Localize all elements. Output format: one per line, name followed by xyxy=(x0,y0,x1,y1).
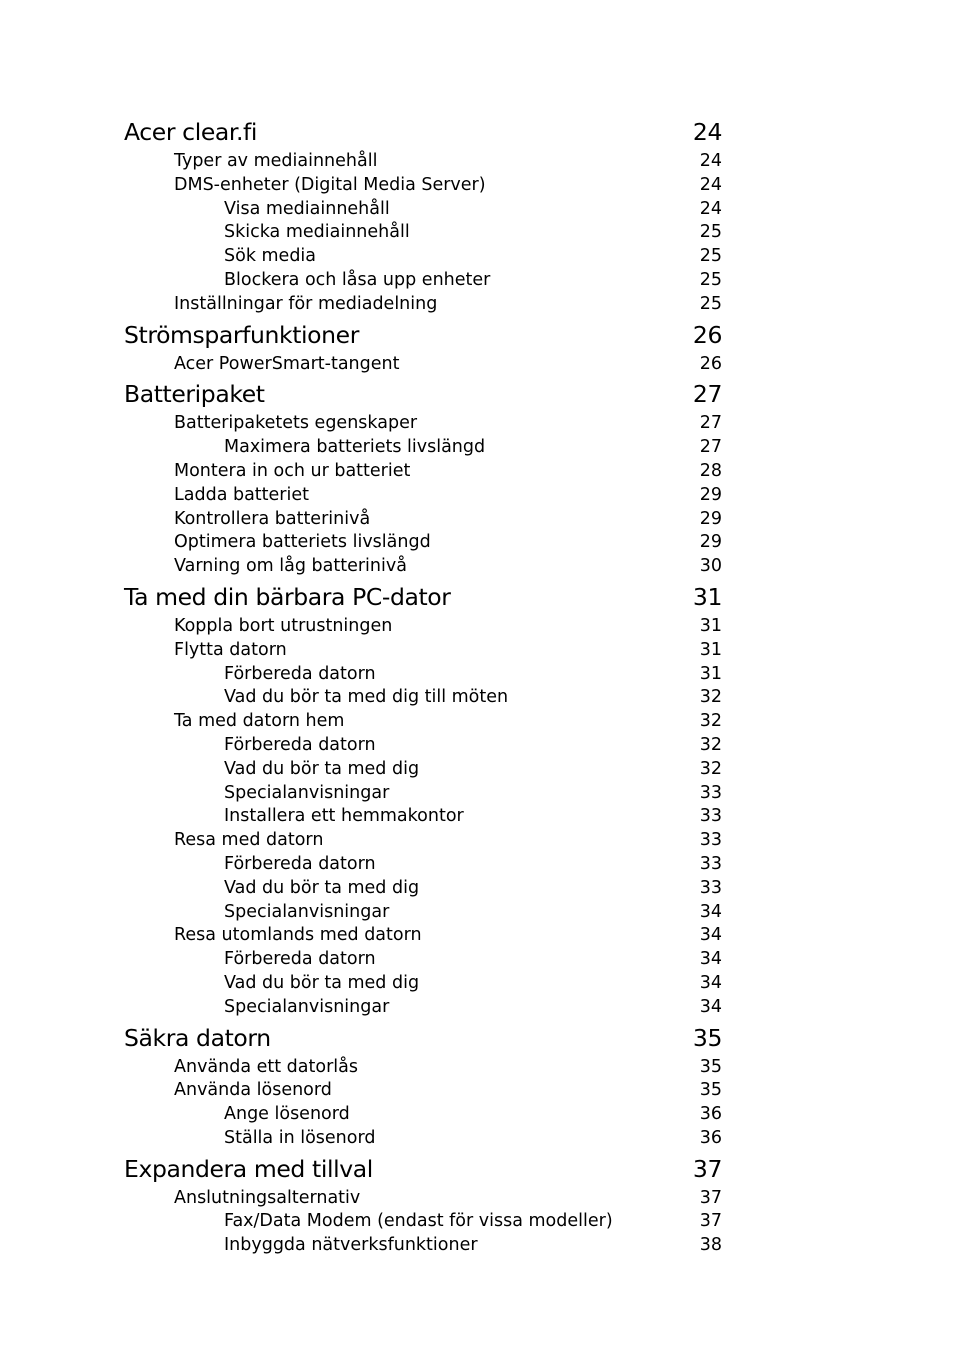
toc-subsection[interactable] xyxy=(124,901,722,925)
toc-section[interactable] xyxy=(124,353,722,377)
toc-entry-page: 30 xyxy=(699,556,722,577)
toc-section[interactable] xyxy=(124,639,722,663)
toc-subsection[interactable] xyxy=(124,805,722,829)
toc-entry-title: Ladda batteriet xyxy=(174,484,309,505)
toc-entry-page: 27 xyxy=(692,380,722,409)
toc-entry-title: Visa mediainnehåll xyxy=(224,198,390,219)
toc-entry-page: 29 xyxy=(699,532,722,553)
toc-entry-page: 33 xyxy=(699,830,722,851)
toc-subsection[interactable] xyxy=(124,853,722,877)
toc-chapter[interactable] xyxy=(124,114,722,150)
toc-chapter[interactable] xyxy=(124,1151,722,1187)
toc-section[interactable] xyxy=(124,615,722,639)
toc-entry-title: Sök media xyxy=(224,246,317,267)
toc-entry-title: Specialanvisningar xyxy=(224,782,390,803)
toc-entry-page: 26 xyxy=(699,353,722,374)
toc-entry-page: 33 xyxy=(699,853,722,874)
toc-entry-page: 31 xyxy=(699,639,722,660)
toc-entry-page: 32 xyxy=(699,758,722,779)
toc-entry-title: Vad du bör ta med dig xyxy=(224,758,420,779)
toc-entry-page: 34 xyxy=(699,925,722,946)
toc-entry-page: 37 xyxy=(692,1154,722,1183)
toc-subsection[interactable] xyxy=(124,782,722,806)
toc-entry-title: Ta med din bärbara PC-dator xyxy=(124,582,451,611)
toc-entry-title: Ta med datorn hem xyxy=(174,711,345,732)
toc-entry-title: Acer clear.fi xyxy=(124,118,258,146)
toc-entry-title: Montera in och ur batteriet xyxy=(174,460,411,481)
toc-entry-page: 35 xyxy=(692,1023,722,1052)
toc-entry-page: 27 xyxy=(699,413,722,434)
toc-entry-page: 29 xyxy=(699,484,722,505)
toc-entry-page: 31 xyxy=(692,582,722,611)
toc-section[interactable] xyxy=(124,174,722,198)
toc-entry-title: Vad du bör ta med dig till möten xyxy=(224,687,509,708)
toc-section[interactable] xyxy=(124,1187,722,1211)
toc-entry-page: 24 xyxy=(699,198,722,219)
toc-entry-page: 31 xyxy=(699,663,722,684)
toc-entry-title: Resa utomlands med datorn xyxy=(174,925,422,946)
toc-entry-title: Vad du bör ta med dig xyxy=(224,877,420,898)
toc-chapter[interactable] xyxy=(124,1020,722,1056)
toc-entry-title: Använda ett datorlås xyxy=(174,1056,358,1077)
toc-chapter[interactable] xyxy=(124,579,722,615)
toc-entry-title: Specialanvisningar xyxy=(224,901,390,922)
toc-entry-page: 29 xyxy=(699,508,722,529)
toc-entry-page: 37 xyxy=(699,1187,722,1208)
toc-section[interactable] xyxy=(124,484,722,508)
toc-entry-title: Ange lösenord xyxy=(224,1104,350,1125)
toc-subsection[interactable] xyxy=(124,972,722,996)
toc-entry-title: Optimera batteriets livslängd xyxy=(174,532,431,553)
toc-entry-page: 37 xyxy=(699,1211,722,1232)
toc-entry-title: Inställningar för mediadelning xyxy=(174,293,438,314)
toc-entry-title: Expandera med tillval xyxy=(124,1154,373,1183)
toc-subsection[interactable] xyxy=(124,221,722,245)
toc-entry-page: 32 xyxy=(699,687,722,708)
toc-entry-title: Anslutningsalternativ xyxy=(174,1187,361,1208)
toc-subsection[interactable] xyxy=(124,734,722,758)
toc-entry-title: Förbereda datorn xyxy=(224,949,376,970)
toc-entry-title: Förbereda datorn xyxy=(224,734,376,755)
table-of-contents xyxy=(124,114,722,1258)
toc-entry-title: Ställa in lösenord xyxy=(224,1127,376,1148)
toc-subsection[interactable] xyxy=(124,948,722,972)
toc-entry-title: Förbereda datorn xyxy=(224,663,376,684)
toc-entry-title: Flytta datorn xyxy=(174,639,287,660)
toc-entry-title: Typer av mediainnehåll xyxy=(174,151,378,171)
toc-subsection[interactable] xyxy=(124,1103,722,1127)
toc-entry-title: Fax/Data Modem (endast för vissa modeller) xyxy=(224,1211,613,1232)
toc-entry-page: 25 xyxy=(699,269,722,290)
toc-entry-title: Batteripaket xyxy=(124,380,265,409)
toc-entry-page: 27 xyxy=(699,437,722,458)
toc-entry-page: 26 xyxy=(692,320,722,349)
toc-section[interactable] xyxy=(124,531,722,555)
toc-section[interactable] xyxy=(124,412,722,436)
toc-entry-page: 34 xyxy=(699,972,722,993)
toc-entry-page: 36 xyxy=(699,1127,722,1148)
toc-entry-title: Specialanvisningar xyxy=(224,996,390,1017)
toc-subsection[interactable] xyxy=(124,1127,722,1151)
toc-entry-title: Inbyggda nätverksfunktioner xyxy=(224,1235,478,1256)
toc-entry-title: Förbereda datorn xyxy=(224,853,376,874)
toc-section[interactable] xyxy=(124,710,722,734)
toc-subsection[interactable] xyxy=(124,996,722,1020)
toc-entry-page: 28 xyxy=(699,460,722,481)
toc-entry-page: 34 xyxy=(699,996,722,1017)
toc-section[interactable] xyxy=(124,1079,722,1103)
toc-entry-title: Installera ett hemmakontor xyxy=(224,806,464,827)
toc-entry-page: 34 xyxy=(699,949,722,970)
toc-subsection[interactable] xyxy=(124,758,722,782)
toc-entry-title: Kontrollera batterinivå xyxy=(174,508,371,529)
toc-entry-page: 24 xyxy=(699,151,722,171)
toc-chapter[interactable] xyxy=(124,376,722,412)
toc-subsection[interactable] xyxy=(124,1234,722,1258)
toc-section[interactable] xyxy=(124,1056,722,1080)
toc-entry-page: 34 xyxy=(699,901,722,922)
toc-entry-page: 25 xyxy=(699,246,722,267)
toc-entry-title: Skicka mediainnehåll xyxy=(224,222,410,243)
toc-entry-title: Varning om låg batterinivå xyxy=(174,556,407,577)
toc-subsection[interactable] xyxy=(124,1210,722,1234)
toc-subsection[interactable] xyxy=(124,686,722,710)
toc-entry-page: 25 xyxy=(699,222,722,243)
toc-entry-page: 31 xyxy=(699,615,722,636)
toc-subsection[interactable] xyxy=(124,877,722,901)
toc-entry-title: Koppla bort utrustningen xyxy=(174,615,393,636)
toc-entry-page: 33 xyxy=(699,877,722,898)
toc-chapter[interactable] xyxy=(124,317,722,353)
toc-entry-page: 32 xyxy=(699,711,722,732)
toc-entry-title: Vad du bör ta med dig xyxy=(224,972,420,993)
toc-subsection[interactable] xyxy=(124,269,722,293)
toc-entry-page: 24 xyxy=(692,118,722,146)
toc-entry-title: Acer PowerSmart-tangent xyxy=(174,353,400,374)
toc-entry-page: 33 xyxy=(699,782,722,803)
toc-subsection[interactable] xyxy=(124,436,722,460)
toc-section[interactable] xyxy=(124,508,722,532)
toc-entry-title: Resa med datorn xyxy=(174,830,324,851)
toc-entry-title: Maximera batteriets livslängd xyxy=(224,437,486,458)
toc-entry-page: 25 xyxy=(699,293,722,314)
toc-entry-page: 38 xyxy=(699,1235,722,1256)
toc-entry-title: Blockera och låsa upp enheter xyxy=(224,269,491,290)
toc-entry-page: 32 xyxy=(699,734,722,755)
toc-entry-title: Säkra datorn xyxy=(124,1023,271,1052)
toc-section[interactable] xyxy=(124,150,722,174)
toc-entry-title: Batteripaketets egenskaper xyxy=(174,413,418,434)
toc-entry-title: DMS-enheter (Digital Media Server) xyxy=(174,174,486,195)
toc-section[interactable] xyxy=(124,460,722,484)
toc-section[interactable] xyxy=(124,293,722,317)
toc-entry-page: 33 xyxy=(699,806,722,827)
toc-section[interactable] xyxy=(124,829,722,853)
toc-subsection[interactable] xyxy=(124,198,722,222)
toc-section[interactable] xyxy=(124,555,722,579)
toc-entry-page: 36 xyxy=(699,1104,722,1125)
toc-entry-page: 24 xyxy=(699,174,722,195)
toc-entry-title: Använda lösenord xyxy=(174,1080,332,1101)
toc-subsection[interactable] xyxy=(124,245,722,269)
toc-entry-title: Strömsparfunktioner xyxy=(124,320,359,349)
toc-subsection[interactable] xyxy=(124,663,722,687)
toc-entry-page: 35 xyxy=(699,1080,722,1101)
toc-section[interactable] xyxy=(124,924,722,948)
toc-entry-page: 35 xyxy=(699,1056,722,1077)
